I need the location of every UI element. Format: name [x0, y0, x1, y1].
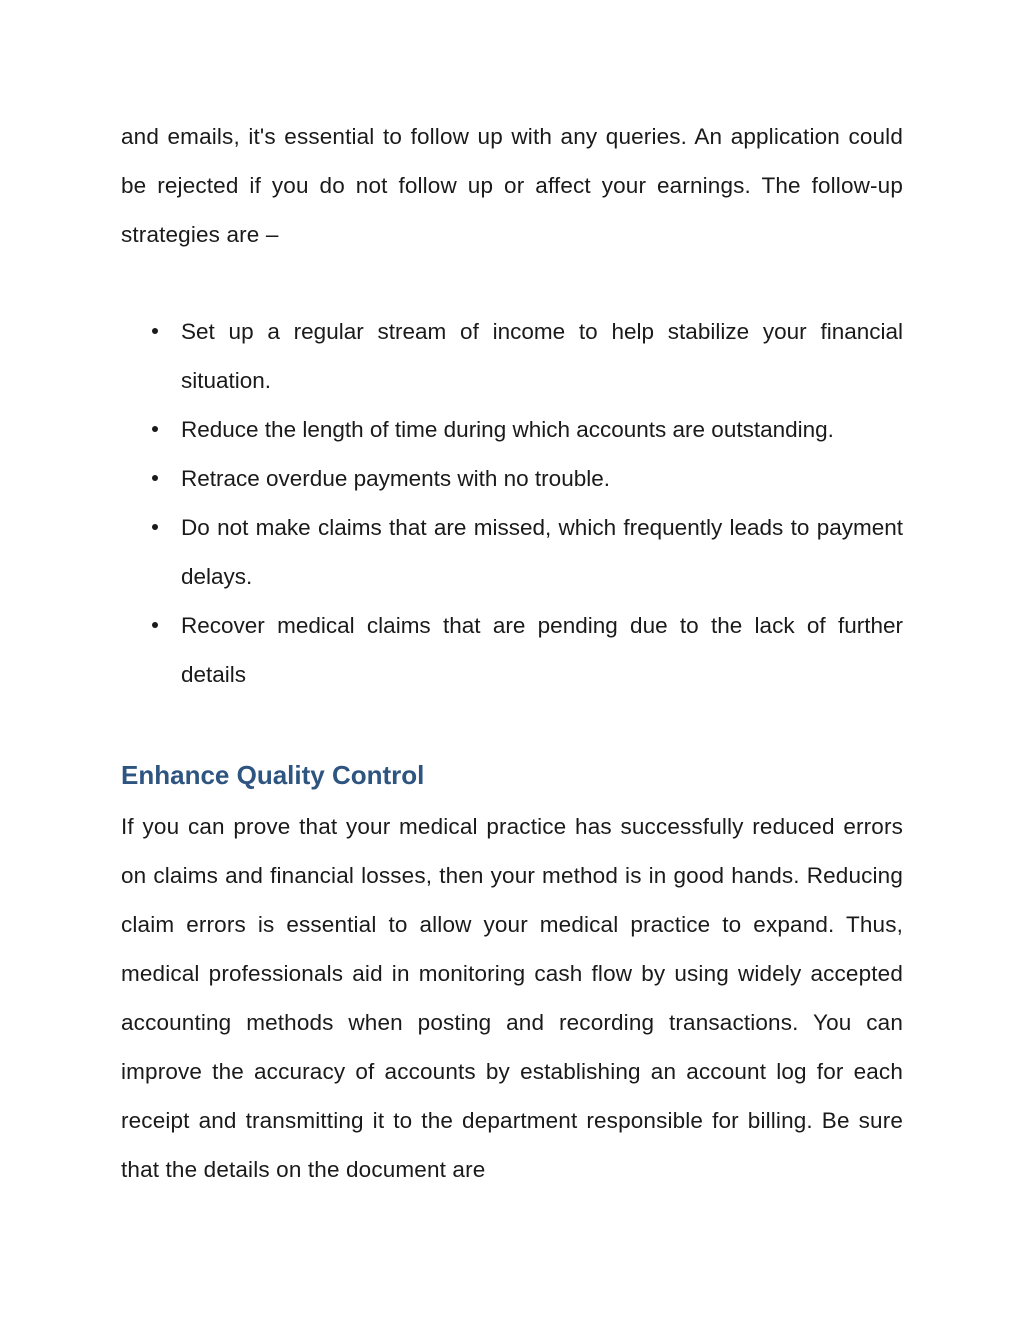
section-heading: Enhance Quality Control	[121, 760, 425, 790]
bullet-icon	[152, 426, 158, 432]
section-paragraph: If you can prove that your medical practice has successfully reduced errors on claims and financial losses, then your method is in good hands. Reducing claim errors is essential to allow your medical practice to expand. Thus, medical professionals aid in monitoring cash flow by using widely accepted accounting methods when posting and recording transactions. You can improve the accuracy of accounts by establishing an account log for each receipt and transmitting it to the department responsible for billing. Be sure that the details on the document are	[121, 814, 903, 1182]
list-item	[121, 405, 903, 454]
list-item-text: Retrace overdue payments with no trouble.	[181, 466, 610, 491]
document-page	[121, 112, 903, 1194]
list-item	[121, 503, 903, 601]
bullet-icon	[152, 475, 158, 481]
follow-up-strategies-list	[121, 307, 903, 699]
list-item-text: Recover medical claims that are pending due to the lack of further details	[181, 613, 903, 687]
list-item-text: Do not make claims that are missed, which frequently leads to payment delays.	[181, 515, 903, 589]
list-item-text: Reduce the length of time during which accounts are outstanding.	[181, 417, 834, 442]
bullet-icon	[152, 328, 158, 334]
list-item	[121, 307, 903, 405]
bullet-icon	[152, 622, 158, 628]
list-item	[121, 601, 903, 699]
bullet-icon	[152, 524, 158, 530]
list-item	[121, 454, 903, 503]
list-item-text: Set up a regular stream of income to help stabilize your financial situation.	[181, 319, 903, 393]
intro-paragraph: and emails, it's essential to follow up with any queries. An application could be rejected if you do not follow up or affect your earnings. The follow-up strategies are –	[121, 124, 903, 247]
